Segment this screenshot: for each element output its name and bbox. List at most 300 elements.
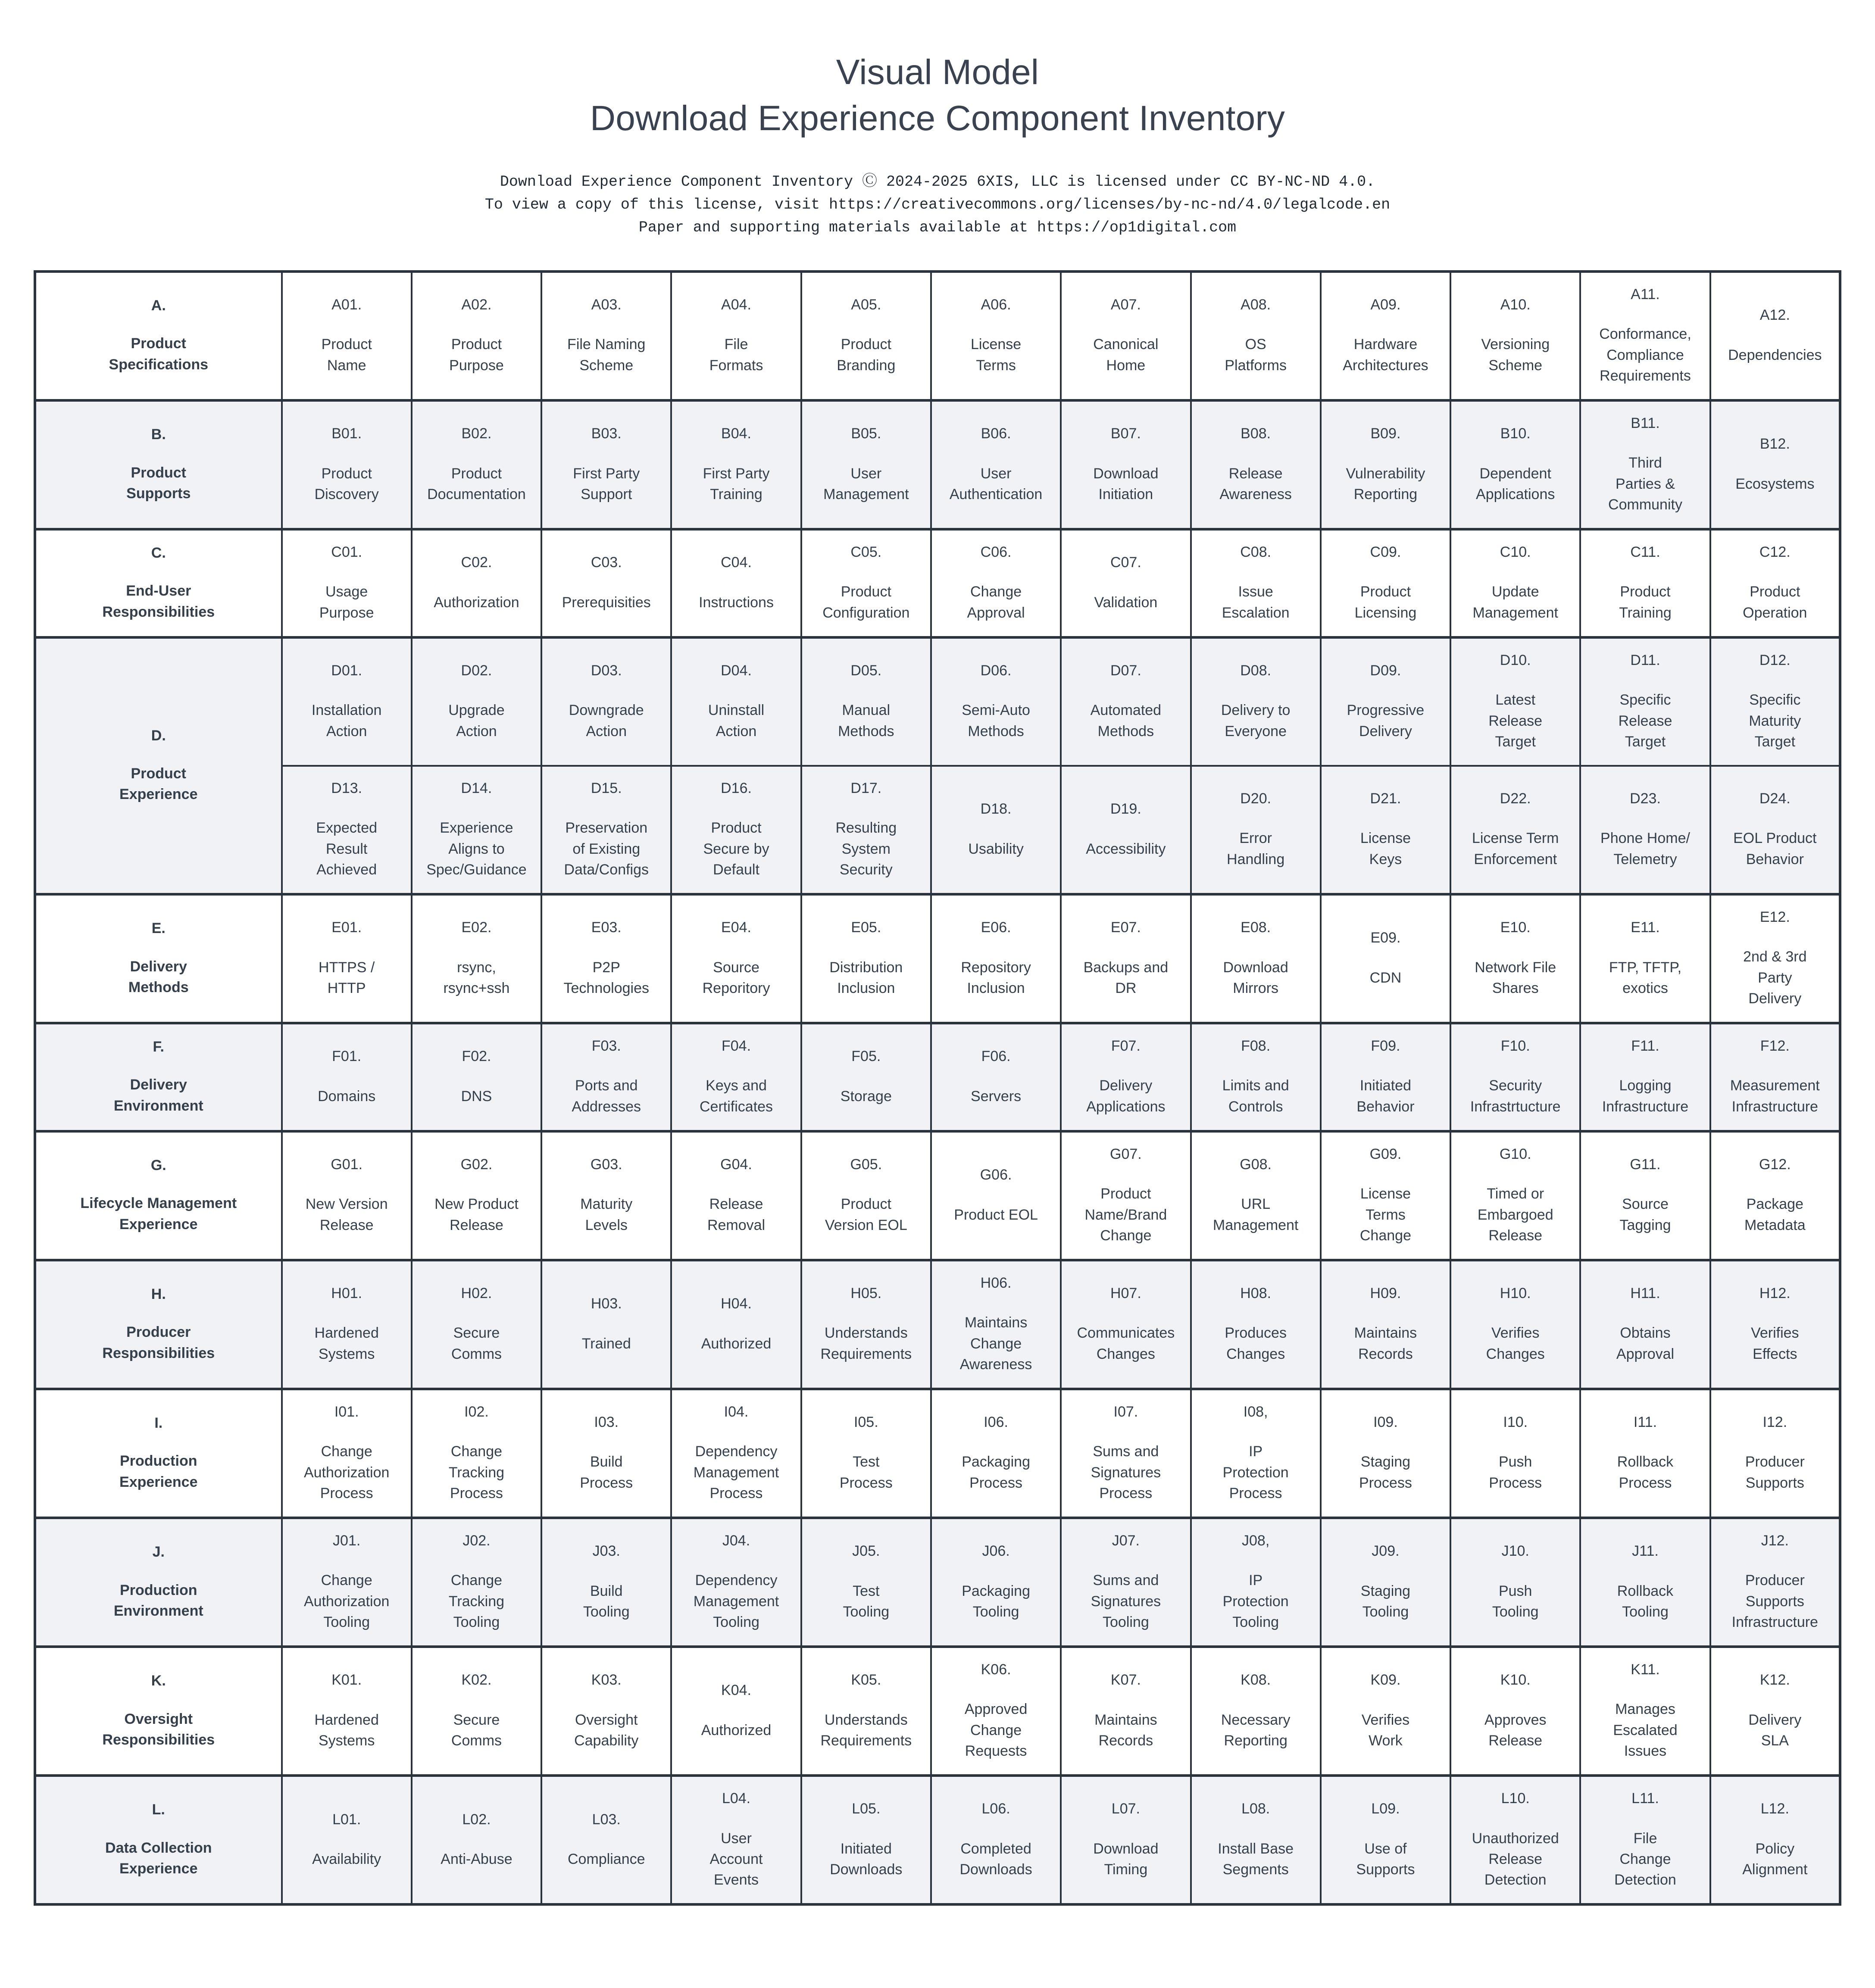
component-code: L10. — [1501, 1790, 1530, 1807]
component-label: Measurement Infrastructure — [1730, 1077, 1820, 1115]
component-code: C12. — [1759, 544, 1791, 561]
component-code: E04. — [721, 919, 751, 936]
component-code: F05. — [851, 1048, 881, 1065]
component-cell — [1061, 1023, 1191, 1131]
group-name: Lifecycle Management Experience — [80, 1195, 237, 1233]
component-cell — [412, 1389, 541, 1518]
table-row — [35, 894, 1840, 1023]
component-label: Authorized — [701, 1722, 772, 1738]
component-label: Maintains Change Awareness — [959, 1314, 1032, 1373]
component-cell — [671, 1776, 801, 1904]
component-cell — [541, 272, 671, 400]
component-cell — [282, 1518, 412, 1647]
component-code: G10. — [1499, 1145, 1531, 1162]
group-header-d — [35, 637, 282, 894]
component-code: D24. — [1759, 790, 1791, 807]
component-code: F04. — [722, 1038, 751, 1055]
component-inventory-table — [34, 270, 1841, 1906]
component-code: B11. — [1631, 415, 1660, 432]
component-cell — [1580, 529, 1710, 637]
component-label: Keys and Certificates — [700, 1077, 773, 1115]
component-code: K06. — [981, 1661, 1011, 1678]
table-row — [35, 1518, 1840, 1647]
component-label: Domains — [318, 1088, 376, 1105]
component-label: Product Discovery — [314, 465, 379, 502]
group-letter: E. — [151, 920, 166, 937]
component-cell — [541, 894, 671, 1023]
component-label: Third Parties & Community — [1608, 455, 1682, 513]
component-cell — [1191, 1131, 1321, 1260]
component-label: Downgrade Action — [569, 702, 644, 740]
component-code: F03. — [591, 1038, 621, 1055]
component-label: Download Timing — [1093, 1840, 1159, 1878]
component-label: License Terms — [970, 336, 1022, 374]
component-label: Dependent Applications — [1476, 465, 1555, 502]
component-label: File Naming Scheme — [567, 336, 646, 374]
component-cell — [1061, 1518, 1191, 1647]
component-label: Installation Action — [311, 702, 382, 740]
component-code: D04. — [721, 662, 752, 679]
component-cell — [541, 1023, 671, 1131]
component-label: HTTPS / HTTP — [319, 959, 375, 996]
component-code: E06. — [981, 919, 1011, 936]
component-code: D09. — [1370, 662, 1401, 679]
component-code: D05. — [850, 662, 882, 679]
component-code: B06. — [981, 425, 1011, 442]
component-code: H07. — [1110, 1285, 1141, 1302]
group-letter: G. — [150, 1157, 166, 1174]
group-header-g — [35, 1131, 282, 1260]
component-cell — [1580, 637, 1710, 766]
component-code: I11. — [1633, 1414, 1657, 1431]
component-code: B01. — [331, 425, 362, 442]
component-cell — [1710, 1260, 1840, 1389]
component-cell — [1450, 894, 1580, 1023]
component-code: I07. — [1113, 1404, 1138, 1420]
component-label: Maintains Records — [1094, 1711, 1157, 1749]
component-cell — [412, 272, 541, 400]
component-code: J08, — [1242, 1532, 1270, 1549]
component-cell — [1450, 637, 1580, 766]
component-label: Storage — [840, 1088, 892, 1105]
component-label: Test Tooling — [843, 1582, 890, 1620]
component-cell — [1321, 894, 1450, 1023]
component-code: L05. — [852, 1801, 881, 1817]
component-code: B07. — [1110, 425, 1141, 442]
component-code: H09. — [1370, 1285, 1401, 1302]
component-label: Change Approval — [967, 584, 1025, 621]
component-label: rsync, rsync+ssh — [443, 959, 510, 996]
component-label: Preservation of Existing Data/Configs — [564, 820, 649, 878]
component-code: D14. — [461, 780, 492, 797]
component-cell — [1580, 1023, 1710, 1131]
component-code: L04. — [722, 1790, 751, 1807]
component-code: G12. — [1759, 1156, 1791, 1173]
component-label: Security Infrastrtucture — [1470, 1077, 1561, 1115]
component-code: I06. — [984, 1414, 1008, 1431]
component-label: Staging Tooling — [1360, 1582, 1411, 1620]
component-label: P2P Technologies — [563, 959, 649, 996]
component-label: User Account Events — [709, 1830, 763, 1888]
component-label: Initiated Behavior — [1356, 1077, 1415, 1115]
component-label: Dependencies — [1728, 346, 1822, 363]
component-cell — [282, 1023, 412, 1131]
component-cell — [931, 529, 1061, 637]
component-code: D15. — [591, 780, 622, 797]
component-code: G05. — [850, 1156, 882, 1173]
inventory-table-wrap — [34, 270, 1841, 1906]
component-label: Product Configuration — [822, 584, 910, 621]
group-name: End-User Responsibilities — [102, 583, 215, 620]
group-name: Production Experience — [119, 1453, 198, 1490]
component-code: E12. — [1759, 909, 1790, 926]
component-code: E10. — [1500, 919, 1531, 936]
component-cell — [282, 637, 412, 766]
component-code: F11. — [1631, 1038, 1659, 1055]
group-letter: D. — [151, 727, 166, 744]
table-row — [35, 1389, 1840, 1518]
component-code: A11. — [1631, 286, 1660, 303]
component-cell — [1061, 1389, 1191, 1518]
component-code: D21. — [1370, 790, 1401, 807]
component-cell — [1061, 894, 1191, 1023]
component-code: I02. — [464, 1404, 489, 1420]
component-cell — [801, 1518, 931, 1647]
group-name: Production Environment — [113, 1582, 203, 1619]
component-code: D23. — [1630, 790, 1661, 807]
component-code: I12. — [1762, 1414, 1788, 1431]
component-code: G09. — [1369, 1145, 1402, 1162]
component-label: Usage Purpose — [319, 584, 374, 621]
component-label: Push Process — [1489, 1454, 1542, 1491]
component-code: E02. — [461, 919, 492, 936]
component-code: L01. — [332, 1811, 361, 1828]
component-code: H03. — [591, 1295, 622, 1312]
component-cell — [1061, 272, 1191, 400]
group-header-l — [35, 1776, 282, 1904]
component-code: D13. — [331, 780, 362, 797]
component-label: Conformance, Compliance Requirements — [1599, 326, 1691, 384]
component-code: D08. — [1240, 662, 1272, 679]
component-label: Semi-Auto Methods — [962, 702, 1030, 740]
component-code: L03. — [592, 1811, 621, 1828]
component-cell — [1580, 1260, 1710, 1389]
component-code: K02. — [461, 1672, 492, 1688]
license-notice — [0, 171, 1875, 240]
component-cell — [801, 1389, 931, 1518]
component-cell — [541, 1518, 671, 1647]
component-cell — [1580, 1389, 1710, 1518]
component-cell — [1710, 400, 1840, 529]
component-cell — [541, 1131, 671, 1260]
component-cell — [412, 1260, 541, 1389]
component-label: Product Version EOL — [825, 1196, 907, 1233]
license-line-3: Paper and supporting materials available at https://op1digital.com — [638, 218, 1237, 236]
component-label: Hardened Systems — [314, 1711, 379, 1749]
component-label: 2nd & 3rd Party Delivery — [1743, 949, 1807, 1007]
component-cell — [282, 1131, 412, 1260]
group-header-c — [35, 529, 282, 637]
component-cell — [1061, 1647, 1191, 1776]
component-code: H01. — [331, 1285, 362, 1302]
component-cell — [1710, 1131, 1840, 1260]
component-code: D11. — [1630, 652, 1660, 668]
component-code: C07. — [1110, 554, 1141, 571]
component-code: D19. — [1110, 801, 1141, 818]
component-label: Rollback Process — [1617, 1454, 1674, 1491]
component-cell — [1450, 1647, 1580, 1776]
component-cell — [1321, 400, 1450, 529]
component-label: FTP, TFTP, exotics — [1609, 959, 1682, 996]
component-cell — [282, 272, 412, 400]
component-cell — [1191, 1260, 1321, 1389]
component-label: Sums and Signatures Process — [1091, 1443, 1161, 1501]
component-cell — [1580, 1647, 1710, 1776]
group-name: Product Supports — [126, 464, 191, 502]
component-label: File Formats — [709, 336, 763, 374]
component-label: Product Licensing — [1354, 584, 1417, 621]
component-code: H12. — [1759, 1285, 1791, 1302]
component-code: K03. — [591, 1672, 622, 1688]
component-label: Approves Release — [1484, 1711, 1547, 1749]
group-header-j — [35, 1518, 282, 1647]
component-cell — [282, 1389, 412, 1518]
component-label: Product Training — [1619, 584, 1672, 621]
component-code: L08. — [1241, 1801, 1270, 1817]
component-cell — [1580, 400, 1710, 529]
component-cell — [282, 894, 412, 1023]
component-code: B03. — [591, 425, 622, 442]
component-label: Network File Shares — [1475, 959, 1556, 996]
component-code: A02. — [461, 296, 492, 313]
component-cell — [1710, 1776, 1840, 1904]
component-cell — [1191, 400, 1321, 529]
component-code: A12. — [1759, 307, 1790, 324]
component-cell — [801, 1776, 931, 1904]
component-code: B12. — [1759, 436, 1790, 453]
component-label: Release Removal — [707, 1196, 766, 1233]
component-cell — [1450, 529, 1580, 637]
component-label: Policy Alignment — [1742, 1840, 1808, 1878]
component-cell — [671, 1023, 801, 1131]
component-code: K07. — [1110, 1672, 1141, 1688]
component-label: Source Reporitory — [702, 959, 770, 996]
component-label: Push Tooling — [1492, 1582, 1539, 1620]
page-subtitle: Download Experience Component Inventory — [590, 98, 1285, 138]
component-code: D10. — [1500, 652, 1531, 668]
component-code: L09. — [1371, 1801, 1400, 1817]
component-label: Servers — [971, 1088, 1022, 1105]
component-label: Resulting System Security — [835, 820, 897, 878]
component-cell — [1580, 1518, 1710, 1647]
component-label: IP Protection Process — [1222, 1443, 1289, 1501]
component-cell — [1061, 1131, 1191, 1260]
component-code: F10. — [1500, 1038, 1530, 1055]
component-code: J03. — [592, 1543, 620, 1560]
component-code: K08. — [1241, 1672, 1271, 1688]
component-label: Timed or Embargoed Release — [1477, 1186, 1553, 1244]
component-cell — [801, 894, 931, 1023]
component-label: URL Management — [1212, 1196, 1299, 1233]
component-label: Producer Supports Infrastructure — [1731, 1572, 1818, 1630]
component-label: Ecosystems — [1735, 475, 1815, 492]
component-cell — [541, 1647, 671, 1776]
component-cell — [931, 1260, 1061, 1389]
component-label: Packaging Process — [962, 1454, 1030, 1491]
group-header-b — [35, 400, 282, 529]
component-label: Prerequisities — [562, 594, 651, 611]
component-cell — [1710, 1023, 1840, 1131]
component-code: D03. — [591, 662, 622, 679]
group-header-a — [35, 272, 282, 400]
component-label: First Party Support — [573, 465, 640, 502]
component-cell — [1450, 1518, 1580, 1647]
component-label: Vulnerability Reporting — [1346, 465, 1425, 502]
group-name: Producer Responsibilities — [102, 1324, 215, 1361]
component-code: H10. — [1500, 1285, 1531, 1302]
component-code: G02. — [460, 1156, 493, 1173]
component-cell — [931, 1518, 1061, 1647]
component-code: J09. — [1372, 1543, 1400, 1560]
component-code: L12. — [1760, 1801, 1789, 1817]
component-cell — [931, 272, 1061, 400]
component-code: H04. — [721, 1295, 752, 1312]
component-label: Produces Changes — [1225, 1325, 1287, 1362]
component-cell — [1191, 1023, 1321, 1131]
component-code: E05. — [851, 919, 881, 936]
component-label: Oversight Capability — [574, 1711, 639, 1749]
component-label: Necessary Reporting — [1221, 1711, 1291, 1749]
group-header-i — [35, 1389, 282, 1518]
component-label: Product EOL — [954, 1206, 1038, 1223]
component-cell — [1710, 529, 1840, 637]
component-code: C06. — [980, 544, 1012, 561]
component-code: J01. — [333, 1532, 361, 1549]
component-code: J02. — [462, 1532, 491, 1549]
component-cell — [1191, 529, 1321, 637]
component-code: A04. — [721, 296, 751, 313]
license-line-1: Download Experience Component Inventory Ⓒ 2024-2025 6XIS, LLC is licensed under CC BY-NC-ND 4.0. — [500, 173, 1375, 190]
group-header-f — [35, 1023, 282, 1131]
component-code: I10. — [1503, 1414, 1528, 1431]
component-code: G01. — [331, 1156, 363, 1173]
component-cell — [1321, 1389, 1450, 1518]
component-code: J12. — [1761, 1532, 1789, 1549]
component-cell — [1191, 894, 1321, 1023]
component-label: Limits and Controls — [1222, 1077, 1289, 1115]
component-code: C11. — [1630, 544, 1660, 561]
component-label: Trained — [581, 1335, 631, 1352]
component-label: EOL Product Behavior — [1733, 830, 1817, 868]
component-cell — [412, 894, 541, 1023]
component-code: D18. — [980, 801, 1012, 818]
component-cell — [1061, 1776, 1191, 1904]
component-label: Progressive Delivery — [1347, 702, 1425, 740]
component-cell — [671, 637, 801, 766]
component-label: Hardened Systems — [314, 1325, 379, 1362]
table-row — [35, 1023, 1840, 1131]
component-cell — [541, 529, 671, 637]
component-label: Error Handling — [1227, 830, 1285, 868]
component-label: Secure Comms — [451, 1711, 502, 1749]
component-code: F02. — [462, 1048, 491, 1065]
component-label: Verifies Changes — [1486, 1325, 1545, 1362]
inventory-table-body — [35, 272, 1840, 1904]
component-label: Download Initiation — [1093, 465, 1159, 502]
component-cell — [671, 400, 801, 529]
component-label: Product Name — [321, 336, 372, 374]
component-cell — [1450, 766, 1580, 894]
component-code: A05. — [851, 296, 881, 313]
component-code: J07. — [1112, 1532, 1140, 1549]
component-label: Rollback Tooling — [1617, 1582, 1674, 1620]
component-label: New Product Release — [434, 1196, 519, 1233]
component-cell — [1191, 766, 1321, 894]
component-label: Repository Inclusion — [961, 959, 1031, 996]
component-cell — [1061, 766, 1191, 894]
component-code: G11. — [1630, 1156, 1661, 1173]
component-cell — [931, 1647, 1061, 1776]
component-label: License Terms Change — [1359, 1186, 1411, 1244]
component-label: Release Awareness — [1219, 465, 1292, 502]
component-label: Maturity Levels — [580, 1196, 633, 1233]
component-cell — [282, 1776, 412, 1904]
component-label: Staging Process — [1359, 1454, 1412, 1491]
table-row — [35, 529, 1840, 637]
component-cell — [412, 1518, 541, 1647]
component-label: DNS — [461, 1088, 492, 1105]
component-label: Update Management — [1472, 584, 1558, 621]
component-label: Usability — [968, 840, 1024, 857]
component-label: Accessibility — [1086, 840, 1166, 857]
component-label: Delivery to Everyone — [1221, 702, 1291, 740]
component-code: D07. — [1110, 662, 1141, 679]
component-code: G08. — [1240, 1156, 1272, 1173]
component-cell — [1321, 1023, 1450, 1131]
component-cell — [1321, 1260, 1450, 1389]
component-code: I08, — [1243, 1404, 1268, 1420]
component-cell — [1450, 1023, 1580, 1131]
component-label: Change Tracking Tooling — [448, 1572, 505, 1630]
component-cell — [1191, 1389, 1321, 1518]
table-row — [35, 766, 1840, 894]
component-code: D20. — [1240, 790, 1272, 807]
component-cell — [931, 894, 1061, 1023]
component-code: H06. — [980, 1275, 1012, 1292]
group-name: Oversight Responsibilities — [102, 1710, 215, 1748]
component-cell — [1191, 272, 1321, 400]
component-code: F09. — [1371, 1038, 1400, 1055]
component-label: OS Platforms — [1225, 336, 1287, 374]
table-row — [35, 272, 1840, 400]
component-label: User Management — [823, 465, 909, 502]
component-cell — [1321, 766, 1450, 894]
group-name: Delivery Methods — [128, 958, 189, 996]
component-label: Product Branding — [837, 336, 896, 374]
component-cell — [801, 1647, 931, 1776]
component-cell — [1191, 1518, 1321, 1647]
component-cell — [1061, 400, 1191, 529]
component-label: Verifies Effects — [1751, 1325, 1799, 1362]
component-code: C08. — [1240, 544, 1272, 561]
component-cell — [1061, 637, 1191, 766]
component-code: F12. — [1760, 1038, 1790, 1055]
component-label: Dependency Management Process — [693, 1443, 779, 1501]
component-label: Communicates Changes — [1077, 1325, 1175, 1362]
component-code: A09. — [1370, 296, 1401, 313]
component-label: Understands Requirements — [820, 1325, 912, 1362]
component-label: Instructions — [699, 594, 774, 611]
